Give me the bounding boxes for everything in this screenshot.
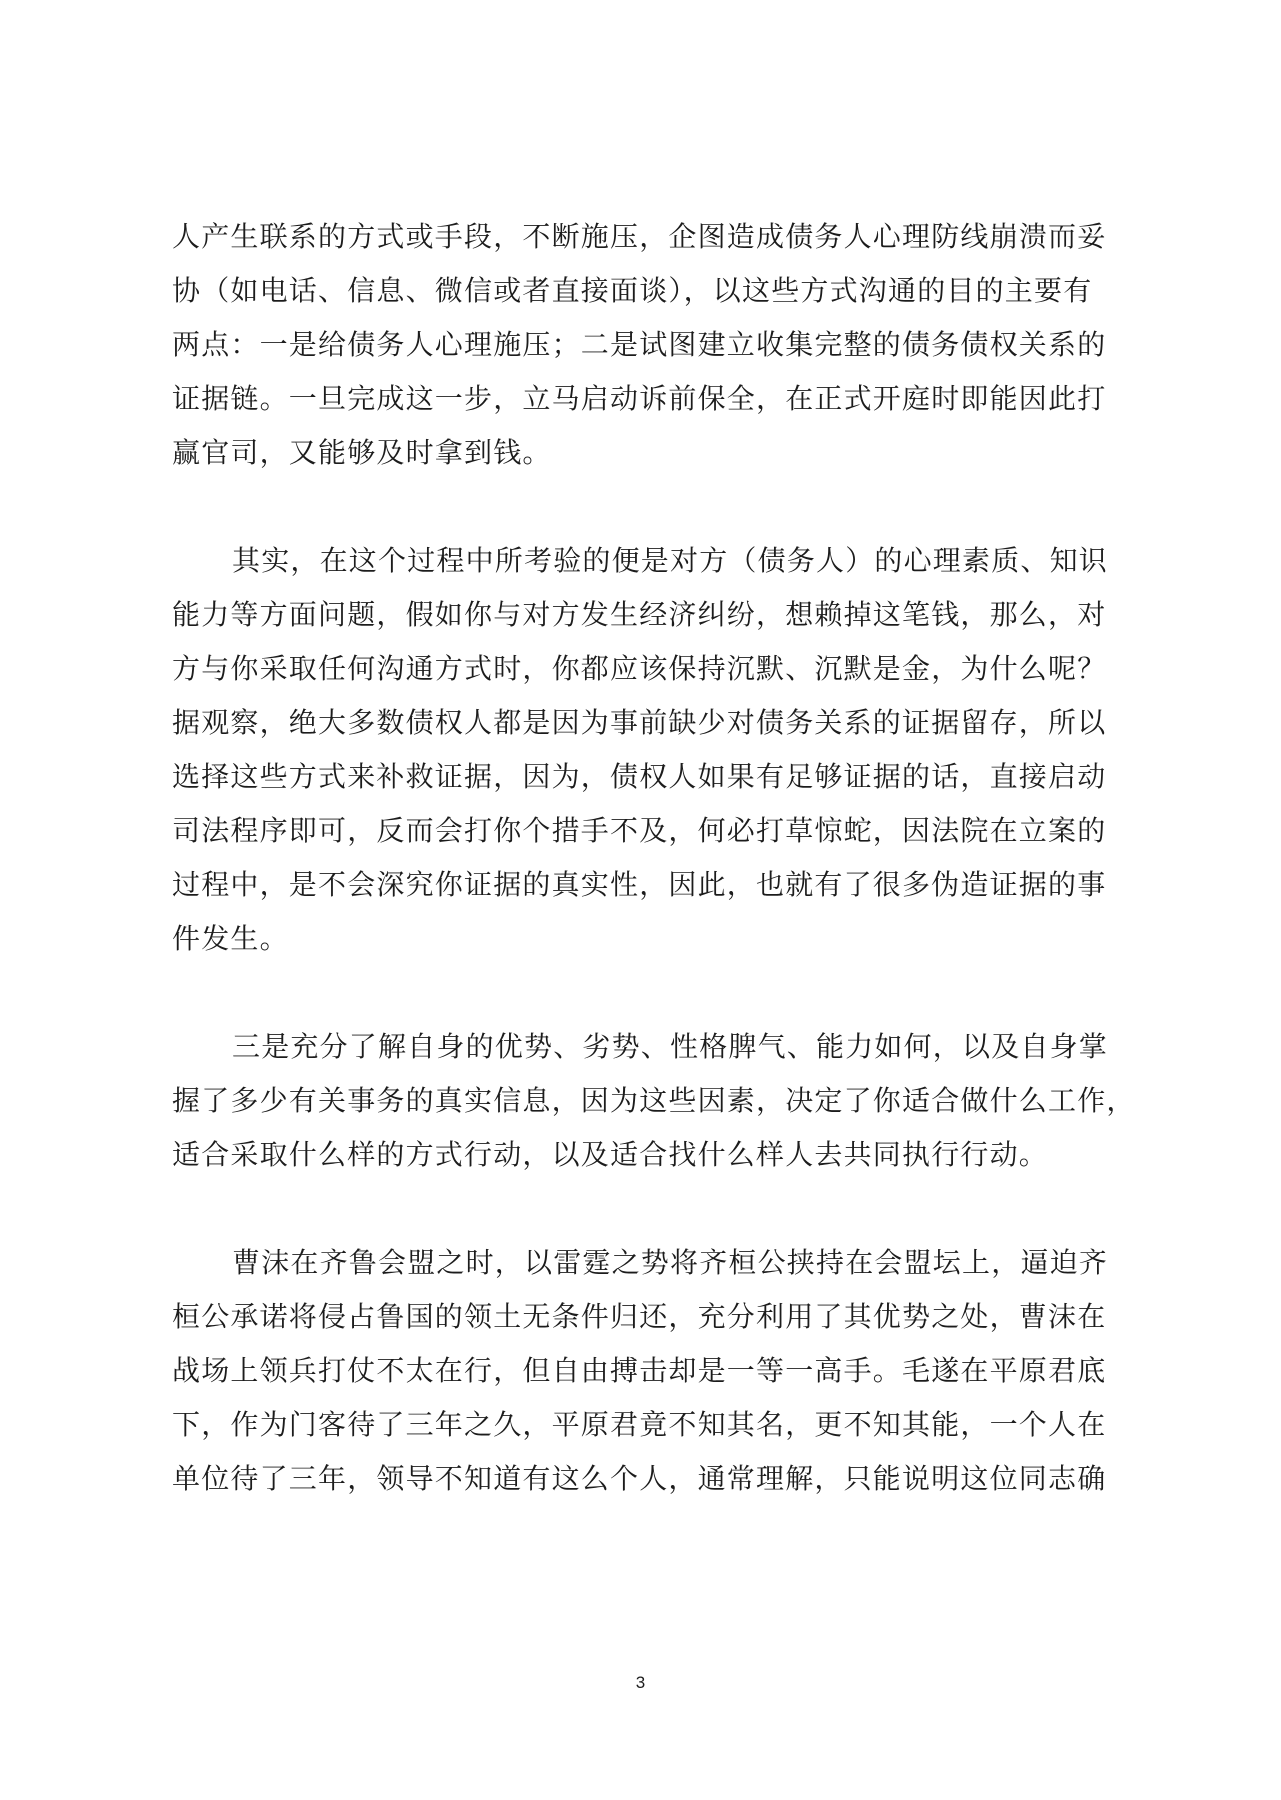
text-line: 能力等方面问题，假如你与对方发生经济纠纷，想赖掉这笔钱，那么，对 bbox=[172, 598, 1107, 631]
text-line: 两点：一是给债务人心理施压；二是试图建立收集完整的债务债权关系的 bbox=[172, 328, 1107, 361]
text-line: 桓公承诺将侵占鲁国的领土无条件归还，充分利用了其优势之处，曹沫在 bbox=[172, 1300, 1107, 1333]
text-line: 协（如电话、信息、微信或者直接面谈），以这些方式沟通的目的主要有 bbox=[172, 274, 1093, 307]
text-line: 件发生。 bbox=[172, 922, 289, 955]
text-line: 过程中，是不会深究你证据的真实性，因此，也就有了很多伪造证据的事 bbox=[172, 868, 1107, 901]
text-line: 握了多少有关事务的真实信息，因为这些因素，决定了你适合做什么工作， bbox=[172, 1084, 1136, 1117]
text-line: 人产生联系的方式或手段，不断施压，企图造成债务人心理防线崩溃而妥 bbox=[172, 220, 1107, 253]
paragraph-4 bbox=[172, 1236, 1112, 1506]
text-line: 适合采取什么样的方式行动，以及适合找什么样人去共同执行行动。 bbox=[172, 1138, 1049, 1171]
document-body bbox=[172, 210, 1136, 1506]
text-line: 其实，在这个过程中所考验的便是对方（债务人）的心理素质、知识 bbox=[232, 544, 1109, 577]
text-line: 下，作为门客待了三年之久，平原君竟不知其名，更不知其能，一个人在 bbox=[172, 1408, 1107, 1441]
text-line: 证据链。一旦完成这一步，立马启动诉前保全，在正式开庭时即能因此打 bbox=[172, 382, 1107, 415]
paragraph-1 bbox=[172, 210, 1112, 480]
paragraph-2 bbox=[172, 534, 1112, 966]
text-line: 曹沫在齐鲁会盟之时，以雷霆之势将齐桓公挟持在会盟坛上，逼迫齐 bbox=[232, 1246, 1109, 1279]
text-line: 三是充分了解自身的优势、劣势、性格脾气、能力如何，以及自身掌 bbox=[232, 1030, 1109, 1063]
text-line: 司法程序即可，反而会打你个措手不及，何必打草惊蛇，因法院在立案的 bbox=[172, 814, 1107, 847]
text-line: 选择这些方式来补救证据，因为，债权人如果有足够证据的话，直接启动 bbox=[172, 760, 1107, 793]
text-line: 单位待了三年，领导不知道有这么个人，通常理解，只能说明这位同志确 bbox=[172, 1462, 1107, 1495]
paragraph-3 bbox=[172, 1020, 1136, 1182]
page-number: 3 bbox=[635, 1673, 646, 1692]
text-line: 赢官司，又能够及时拿到钱。 bbox=[172, 436, 552, 469]
text-line: 方与你采取任何沟通方式时，你都应该保持沉默、沉默是金，为什么呢？ bbox=[172, 652, 1107, 685]
text-line: 战场上领兵打仗不太在行，但自由搏击却是一等一高手。毛遂在平原君底 bbox=[172, 1354, 1107, 1387]
text-line: 据观察，绝大多数债权人都是因为事前缺少对债务关系的证据留存，所以 bbox=[172, 706, 1107, 739]
